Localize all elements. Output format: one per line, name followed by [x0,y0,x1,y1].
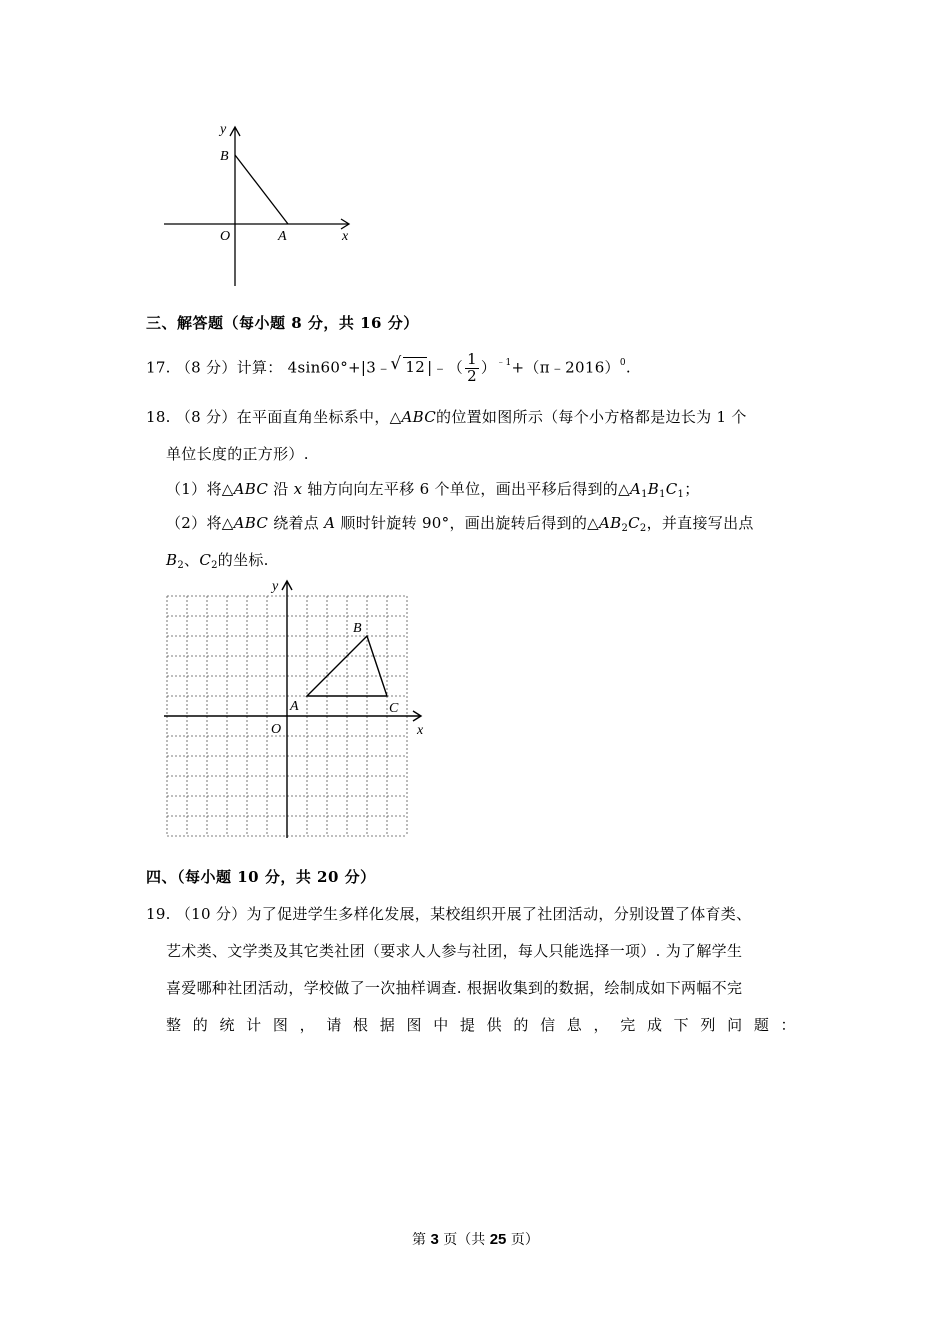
grid-label-x: x [417,723,424,738]
q19-line4-char: 息 [566,1016,583,1034]
grid-label-b: B [353,621,362,636]
q17-expr-part2: |﹣（ [427,358,464,377]
label-x: x [342,229,349,244]
q18-line2: 单位长度的正方形）. [166,445,309,463]
q17-end: . [625,358,631,377]
current-page: 3 [430,1231,439,1248]
q17-expr-part1: 4sin60°+|3﹣ [287,358,392,377]
q17-expr-part3: ） [480,358,497,377]
q18-line5: $B_2$、$C_2$的坐标. [166,551,269,571]
q19-line4-char: 下 [673,1016,689,1034]
section4-heading: 四、（每小题 10 分，共 20 分） [146,868,376,886]
q19-line4-char: 统 [219,1016,235,1034]
q19-line4-char: 的 [513,1016,529,1034]
q19-line4-char: 成 [646,1016,663,1034]
question-17 [146,352,631,385]
q18-subquestion-2: （2）将△ABC 绕着点 A 顺时针旋转 90°，画出旋转后得到的$\triangle AB_2C_2$，并直接写出点 [166,514,754,534]
q19-line4-char: 中 [433,1016,449,1034]
q19-line4-char: 图 [406,1016,422,1034]
q19-line4-char: 完 [620,1016,636,1034]
q19-line4-char: 题 [753,1016,770,1034]
q19-line4-char: 计 [246,1016,262,1034]
q18-line1: 18. （8 分）在平面直角坐标系中，△ABC的位置如图所示（每个小方格都是边长为 1 个 [146,408,747,426]
q19-line4-char: 据 [379,1016,396,1034]
q19-line4-char: 的 [192,1016,209,1034]
grid-label-y: y [272,579,279,594]
grid-label-c: C [389,701,399,716]
q17-exponent-0: 0 [619,358,626,369]
figure-grid-triangle-abc [160,576,435,842]
q19-line4-char: 信 [540,1016,556,1034]
q19-line3: 喜爱哪种社团活动，学校做了一次抽样调查. 根据收集到的数据，绘制成如下两幅不完 [166,979,743,997]
segment-ba [235,155,288,224]
q19-line1: 19. （10 分）为了促进学生多样化发展，某校组织开展了社团活动，分别设置了体育类、 [146,905,752,923]
q19-line4-char: 请 [326,1016,342,1034]
sqrt-12: √ 12 [390,354,426,377]
q19-line4-char: ， [593,1016,609,1034]
label-y: y [220,122,227,137]
q19-line4-char: 图 [272,1016,289,1034]
q19-line4-char: 列 [700,1016,716,1034]
total-pages: 25 [489,1231,507,1248]
q19-line4 [166,1014,796,1035]
q19-line4-char: 供 [486,1016,502,1034]
q17-expr-part4: +（π﹣2016） [511,358,620,377]
q18-subquestion-1: （1）将△ABC 沿 x 轴方向向左平移 6 个单位，画出平移后得到的$\triangle A_1B_1C_1$； [166,480,700,500]
label-a: A [278,229,287,244]
grid-label-a: A [290,699,299,714]
label-b: B [220,149,229,164]
page-footer: 第 3 页（共 25 页） [412,1231,539,1248]
q19-line4-char: ： [780,1016,796,1034]
section3-heading: 三、解答题（每小题 8 分，共 16 分） [146,314,419,332]
q17-number: 17. [146,358,171,377]
q17-exponent-neg1: ﹣1 [496,358,512,369]
q17-points: （8 分）计算： [175,358,283,377]
figure-axes-triangle [160,118,360,293]
fraction-one-half: $\frac{1}{2}$ [467,350,477,385]
label-o: O [220,229,231,244]
q19-line2: 艺术类、文学类及其它类社团（要求人人参与社团，每人只能选择一项）. 为了解学生 [166,942,743,960]
q19-line4-char: 整 [166,1016,182,1034]
grid-label-o: O [271,722,282,737]
q19-line4-char: 提 [459,1016,476,1034]
q19-line4-char: 问 [727,1016,743,1034]
q19-line4-char: ， [299,1016,315,1034]
q19-line4-char: 根 [353,1016,369,1034]
